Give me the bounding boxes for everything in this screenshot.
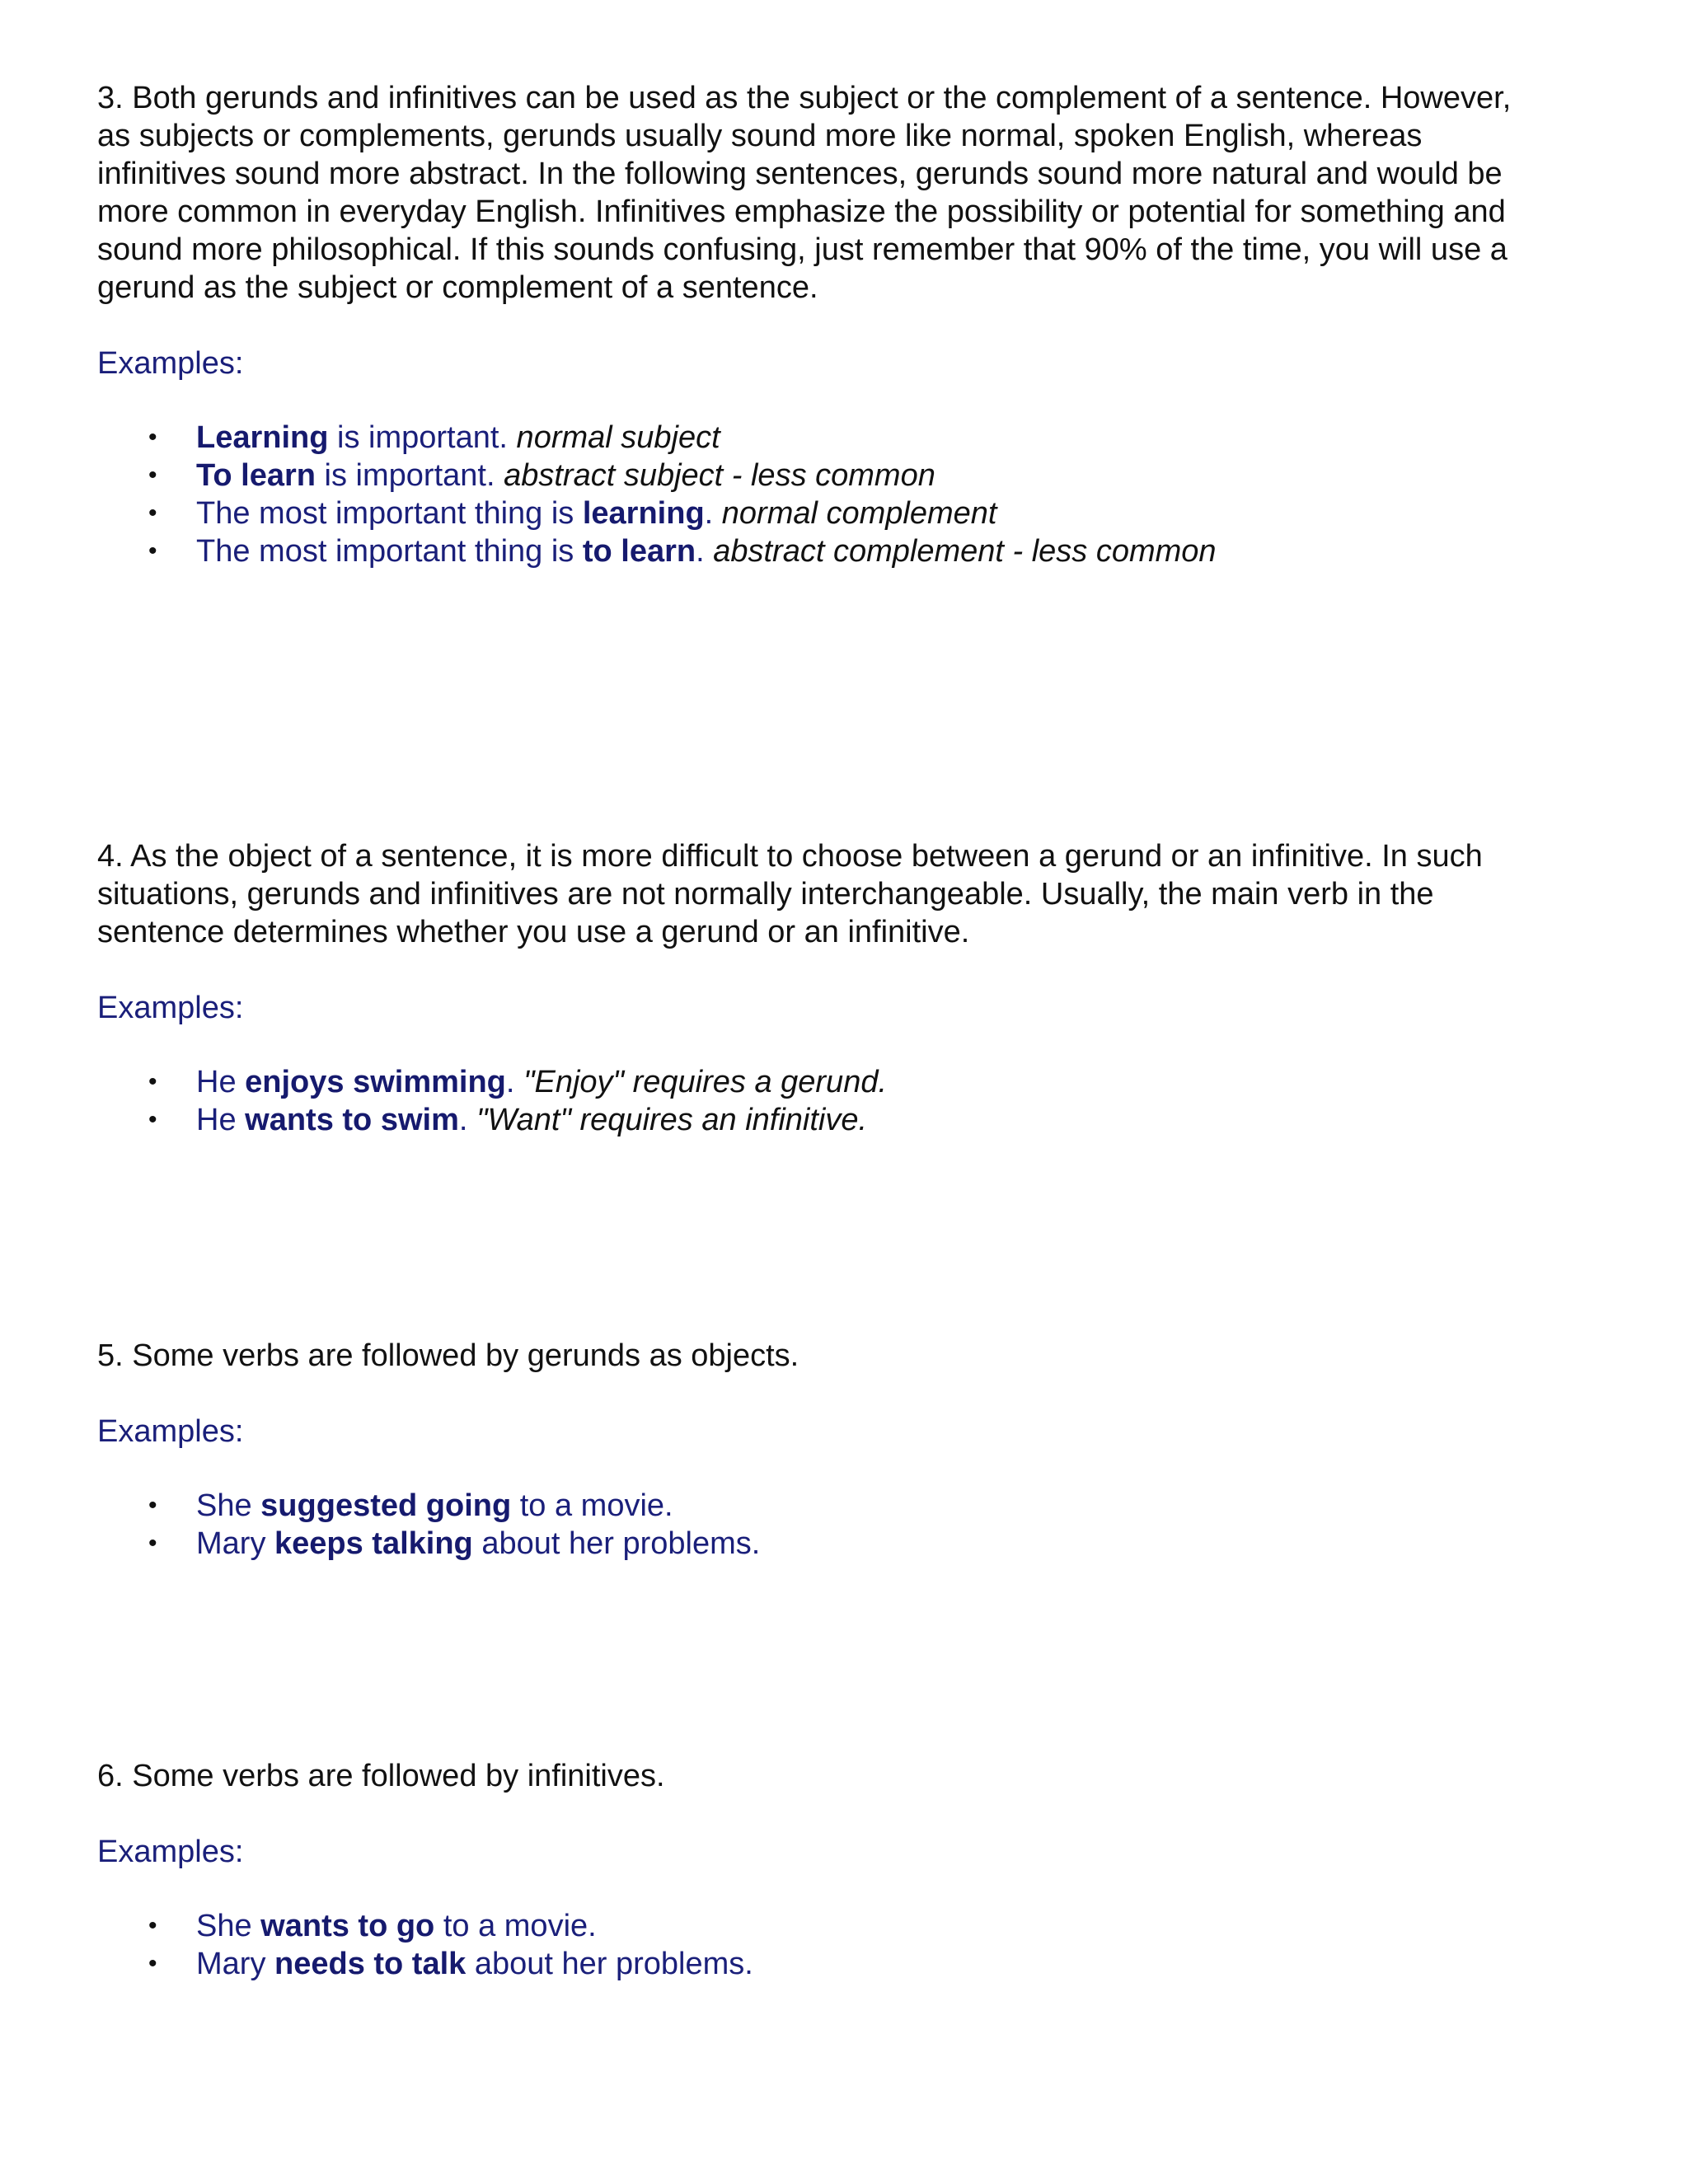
example-bold: enjoys swimming [245, 1065, 506, 1099]
paragraph-line: 6. Some verbs are followed by infinitives. [97, 1759, 665, 1793]
example-bold: wants to swim [245, 1103, 459, 1137]
paragraph-line: 3. Both gerunds and infinitives can be used as the subject or the complement of a sentence. However, [97, 81, 1512, 115]
example-text: is important. [328, 420, 508, 455]
example-note: abstract subject - less common [495, 458, 935, 493]
list-item [97, 1063, 1589, 1101]
example-text: The most important thing is [196, 534, 583, 569]
examples-list [97, 1063, 1589, 1139]
list-item [97, 457, 1589, 494]
example-text: Mary [196, 1526, 274, 1561]
bullet-icon: • [148, 1530, 157, 1557]
example-note: "Enjoy" requires a gerund. [514, 1065, 888, 1099]
section-3 [97, 79, 1589, 570]
example-text: He [196, 1065, 246, 1099]
bullet-icon: • [148, 499, 157, 527]
example-text: She [196, 1909, 261, 1943]
example-note: normal subject [508, 420, 720, 455]
example-bold: To learn [196, 458, 316, 493]
example-note: abstract complement - less common [704, 534, 1217, 569]
section-5 [97, 1337, 1589, 1563]
example-note: normal complement [713, 496, 997, 531]
list-item [97, 532, 1589, 570]
paragraph-line: 4. As the object of a sentence, it is more difficult to choose between a gerund or an infinitive. In such [97, 839, 1483, 874]
examples-label: Examples: [97, 1414, 244, 1449]
paragraph-line: 5. Some verbs are followed by gerunds as objects. [97, 1338, 799, 1373]
example-text: to a movie. [434, 1909, 597, 1943]
example-bold: Learning [196, 420, 329, 455]
example-bold: wants to go [260, 1909, 435, 1943]
list-item [97, 494, 1589, 532]
examples-list [97, 1487, 1589, 1563]
bullet-icon: • [148, 462, 157, 489]
bullet-icon: • [148, 1912, 157, 1939]
example-text: is important. [316, 458, 495, 493]
list-item [97, 1525, 1589, 1563]
example-text: to a movie. [511, 1488, 673, 1523]
paragraph-line: sentence determines whether you use a gerund or an infinitive. [97, 915, 970, 949]
list-item [97, 419, 1589, 457]
paragraph-line: gerund as the subject or complement of a sentence. [97, 270, 818, 305]
list-item [97, 1945, 1589, 1983]
example-text: about her problems. [472, 1526, 761, 1561]
section-5-paragraph [97, 1337, 1589, 1375]
bullet-icon: • [148, 424, 157, 451]
example-text: about her problems. [466, 1947, 753, 1981]
examples-list [97, 419, 1589, 570]
example-bold: needs to talk [274, 1947, 467, 1981]
example-bold: to learn [582, 534, 696, 569]
example-text: She [196, 1488, 261, 1523]
bullet-icon: • [148, 537, 157, 565]
example-note: "Want" requires an infinitive. [467, 1103, 868, 1137]
examples-label: Examples: [97, 1835, 244, 1869]
paragraph-line: sound more philosophical. If this sounds confusing, just remember that 90% of the time, you will use a [97, 232, 1507, 267]
bullet-icon: • [148, 1950, 157, 1977]
paragraph-line: as subjects or complements, gerunds usually sound more like normal, spoken English, whereas [97, 119, 1423, 153]
example-text: . [696, 534, 705, 569]
paragraph-line: infinitives sound more abstract. In the following sentences, gerunds sound more natural and would be [97, 157, 1503, 191]
example-text: . [458, 1103, 468, 1137]
section-6 [97, 1757, 1589, 1983]
example-text: . [505, 1065, 515, 1099]
example-text: The most important thing is [196, 496, 583, 531]
list-item [97, 1101, 1589, 1139]
bullet-icon: • [148, 1492, 157, 1519]
example-text: He [196, 1103, 246, 1137]
section-3-paragraph [97, 79, 1589, 307]
example-bold: learning [582, 496, 705, 531]
examples-label: Examples: [97, 346, 244, 381]
example-text: . [704, 496, 714, 531]
bullet-icon: • [148, 1106, 157, 1133]
list-item [97, 1487, 1589, 1525]
section-6-paragraph [97, 1757, 1589, 1795]
example-bold: keeps talking [274, 1526, 473, 1561]
examples-label: Examples: [97, 991, 244, 1025]
section-4-paragraph [97, 837, 1589, 951]
example-text: Mary [196, 1947, 274, 1981]
section-4 [97, 837, 1589, 1139]
examples-list [97, 1907, 1589, 1983]
example-bold: suggested going [260, 1488, 512, 1523]
paragraph-line: situations, gerunds and infinitives are not normally interchangeable. Usually, the main verb in the [97, 877, 1434, 912]
list-item [97, 1907, 1589, 1945]
bullet-icon: • [148, 1068, 157, 1095]
paragraph-line: more common in everyday English. Infinitives emphasize the possibility or potential for something and [97, 194, 1506, 229]
